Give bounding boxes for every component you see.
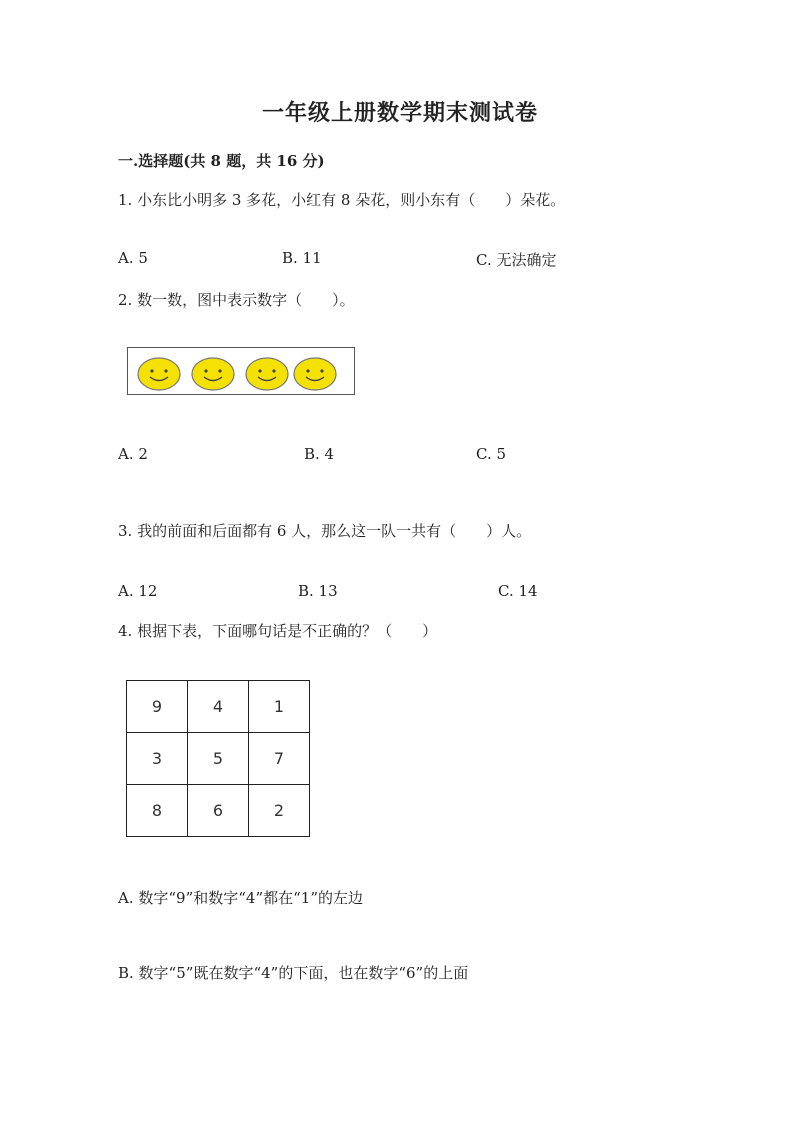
table-cell: 5 [188, 733, 249, 785]
table-cell: 1 [249, 681, 310, 733]
q1-option-c: C. 无法确定 [476, 251, 557, 269]
smiley-face-icon [136, 356, 182, 392]
table-row [127, 785, 310, 837]
table-cell: 3 [127, 733, 188, 785]
table-cell: 7 [249, 733, 310, 785]
section-heading: 一.选择题(共 8 题，共 16 分) [118, 152, 325, 170]
smiley-face-icon [292, 356, 338, 392]
smiley-figure [127, 347, 355, 395]
q3-option-c: C. 14 [498, 582, 538, 600]
question-1-text: 1. 小东比小明多 3 多花，小红有 8 朵花，则小东有（ ）朵花。 [118, 191, 566, 209]
question-3-text: 3. 我的前面和后面都有 6 人，那么这一队一共有（ ）人。 [118, 522, 532, 540]
q3-option-a: A. 12 [118, 582, 158, 600]
q1-option-a: A. 5 [118, 249, 148, 267]
q2-option-a: A. 2 [118, 445, 148, 463]
q3-option-b: B. 13 [298, 582, 338, 600]
q4-option-b: B. 数字“5”既在数字“4”的下面，也在数字“6”的上面 [118, 964, 469, 982]
table-cell: 9 [127, 681, 188, 733]
q4-option-a: A. 数字“9”和数字“4”都在“1”的左边 [118, 889, 364, 907]
table-cell: 8 [127, 785, 188, 837]
q2-option-c: C. 5 [476, 445, 507, 463]
smiley-face-icon [244, 356, 290, 392]
question-4-text: 4. 根据下表，下面哪句话是不正确的？（ ） [118, 622, 438, 640]
q1-option-b: B. 11 [282, 249, 322, 267]
table-row [127, 681, 310, 733]
table-row [127, 733, 310, 785]
q2-option-b: B. 4 [304, 445, 335, 463]
question-2-text: 2. 数一数，图中表示数字（ ）。 [118, 291, 355, 309]
page-title: 一年级上册数学期末测试卷 [261, 100, 538, 126]
table-cell: 2 [249, 785, 310, 837]
table-cell: 6 [188, 785, 249, 837]
number-grid-table [126, 680, 310, 837]
table-cell: 4 [188, 681, 249, 733]
smiley-face-icon [190, 356, 236, 392]
